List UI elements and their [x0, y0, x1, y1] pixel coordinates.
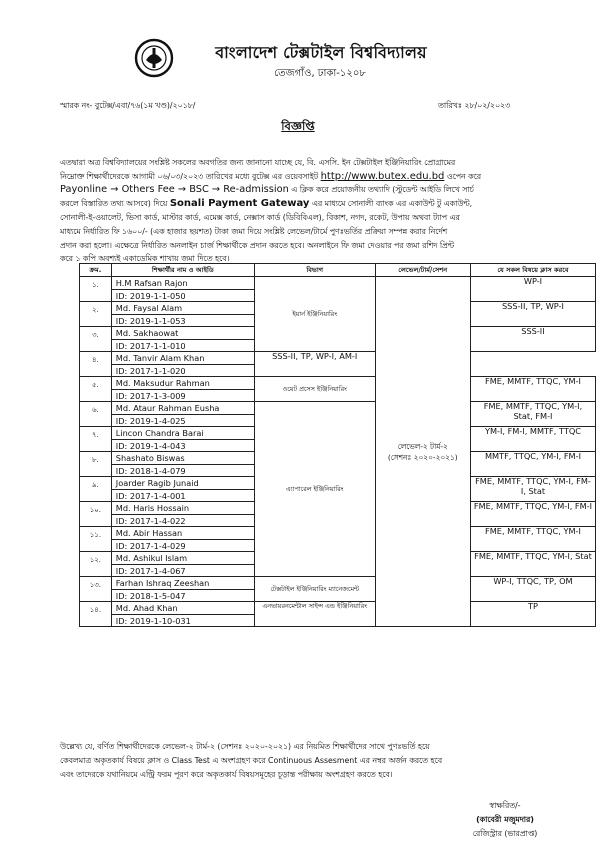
serial-cell: ৮.	[80, 452, 112, 477]
student-cell	[111, 327, 254, 352]
university-name: বাংলাদেশ টেক্সটাইল বিশ্ববিদ্যালয়	[215, 43, 427, 62]
university-logo	[134, 38, 174, 78]
student-cell	[111, 577, 254, 602]
student-id: ID: 2018-1-4-079	[112, 464, 254, 476]
courses-cell: TP	[470, 602, 595, 627]
header-level: লেভেল/টার্ম/সেশন	[375, 264, 470, 277]
student-id: ID: 2019-1-10-031	[112, 614, 254, 626]
table-row	[80, 402, 596, 427]
student-cell	[111, 452, 254, 477]
student-name: Joarder Ragib Junaid	[115, 478, 199, 488]
body-line-2: নিম্নোক্ত শিক্ষার্থীদেরকে আগামী ০৬/০৩/২০২৩ তারিখের মধ্যে বুটেক্স এর ওয়েবসাইট http://www.butex.edu.bd ওপেন করে	[60, 171, 482, 182]
courses-cell: SSS-II, TP, WP-I, AM-I	[254, 352, 375, 377]
body-line-1: এতদ্বারা অত্র বিশ্ববিদ্যালয়ের সংশ্লিষ্ট সকলের অবগতির জন্য জানানো যাচ্ছে যে, বি. এসসি. ইন টেক্সটাইল ইঞ্জিনিয়ারিং প্রোগ্রামের	[60, 158, 456, 167]
courses-cell: FME, MMTF, TTQC, YM-I	[470, 377, 595, 402]
student-name: Md. Ahad Khan	[115, 603, 178, 613]
serial-cell: ৬.	[80, 402, 112, 427]
serial-cell: ১.	[80, 277, 112, 302]
student-cell	[111, 427, 254, 452]
footer-line-2: কেবলমাত্র অকৃতকার্য বিষয়ে ক্লাস ও Class Test এ অংশগ্রহণ করে Continuous Assesment এর নম্বর অর্জন করতে হবে	[60, 756, 443, 765]
student-table	[79, 263, 596, 627]
body-line-6: মাধ্যমে নির্ধারিত ফি ১৬০০/- (এক হাজার ছয়শত) টাকা জমা দিয়ে সংশ্লিষ্ট লেভেল/টার্মে পুণঃভর্তির প্রক্রিয়া সম্পন্ন করার নির্দেশ	[60, 227, 448, 236]
table-row	[80, 352, 596, 377]
notice-date: তারিখঃ ২৮/০২/২০২৩	[438, 101, 511, 110]
serial-cell: ৩.	[80, 327, 112, 352]
table-row	[80, 377, 596, 402]
footer-line-1: উল্লেখ্য যে, বর্ণিত শিক্ষার্থীদেরকে লেভেল-২ টার্ম-২ (সেশনঃ ২০২০-২০২১) এর নিয়মিত শিক্ষার্থীদের সাথে পুণঃভর্তি হয়ে	[60, 742, 430, 751]
courses-cell: MMTF, TTQC, YM-I, FM-I	[470, 452, 595, 477]
department-cell: এ্যাপারেল ইঞ্জিনিয়ারিং	[254, 402, 375, 577]
serial-cell: ১০.	[80, 502, 112, 527]
student-name: Shashato Biswas	[115, 453, 185, 463]
student-name: Md. Haris Hossain	[115, 503, 190, 513]
table-row	[80, 277, 596, 302]
header-serial: ক্রম.	[80, 264, 112, 277]
body-line-4: করলে বিস্তারিত তথ্য আসবে) দিয়ে Sonali Payment Gateway এর মাধ্যমে সোনালী ব্যাংক এর একাউন্ট টু একাউন্ট,	[60, 198, 473, 209]
student-name: Md. Ashikul Islam	[115, 553, 188, 563]
body-line-7: প্রদান করা হলো। এক্ষেত্রে নির্ধারিত অনলাইন চার্জ শিক্ষার্থীকে প্রদান করতে হবে। অনলাইনে ফি জমা দেওয়ার পর জমা রশিদ প্রিন্ট	[60, 241, 455, 250]
student-name: Md. Abir Hassan	[115, 528, 183, 538]
department-cell: ওয়েট প্রসেস ইঞ্জিনিয়ারিং	[254, 377, 375, 402]
student-id: ID: 2019-1-4-025	[112, 414, 254, 426]
department-cell: ইয়ার্ন ইঞ্জিনিয়ারিং	[254, 277, 375, 352]
serial-cell: ৪.	[80, 352, 112, 377]
student-id: ID: 2019-1-1-050	[112, 289, 254, 301]
student-name: Md. Maksudur Rahman	[115, 378, 210, 388]
department-cell: এনভায়রনমেন্টাল সাইন্স এন্ড ইঞ্জিনিয়ারিং	[254, 602, 375, 627]
serial-cell: ১২.	[80, 552, 112, 577]
serial-cell: ১১.	[80, 527, 112, 552]
serial-cell: ৫.	[80, 377, 112, 402]
notice-title: বিজ্ঞপ্তি	[281, 119, 315, 133]
student-name: Md. Faysal Alam	[115, 303, 183, 313]
header-department: বিভাগ	[254, 264, 375, 277]
courses-cell: WP-I, TTQC, TP, OM	[470, 577, 595, 602]
body-line-5: সোনালী-ই-ওয়ালেট, ভিসা কার্ড, মাস্টার কার্ড, এমেক্স কার্ড, নেক্সাস কার্ড (ডিবিবিএল), বিকাশ, নগদ, রকেট, উপায় অথবা ট্যাপ এর	[60, 213, 460, 222]
header-student: শিক্ষার্থীর নাম ও আইডি	[111, 264, 254, 277]
student-cell	[111, 527, 254, 552]
serial-cell: ১৪.	[80, 602, 112, 627]
footer-line-3: এবং তাদেরকে যথানিয়মে এন্ট্রি ফরম পূরণ করে অকৃতকার্য বিষয়সমূহের চূড়ান্ত পরীক্ষায় অংশগ্রহণ করতে হবে।	[60, 770, 393, 779]
body-line-8: করে ১ কপি অবশ্যই একাডেমিক শাখায় জমা দিতে হবে।	[60, 254, 230, 263]
student-name: Farhan Ishraq Zeeshan	[115, 578, 210, 588]
university-address: তেজগাঁও, ঢাকা-১২০৮	[274, 68, 366, 79]
table-header-row	[80, 264, 596, 277]
student-cell	[111, 277, 254, 302]
courses-cell: FME, MMTF, TTQC, YM-I, FM-I, Stat	[470, 477, 595, 502]
student-id: ID: 2017-1-4-029	[112, 539, 254, 551]
website-link[interactable]: http://www.butex.edu.bd	[320, 171, 445, 182]
level-cell	[375, 277, 470, 627]
serial-cell: ২.	[80, 302, 112, 327]
student-name: H.M Rafsan Rajon	[115, 278, 188, 288]
student-cell	[111, 552, 254, 577]
student-cell	[111, 352, 254, 377]
courses-cell: FME, MMTF, TTQC, YM-I, FM-I	[470, 502, 595, 527]
courses-cell: YM-I, FM-I, MMTF, TTQC	[470, 427, 595, 452]
student-name: Md. Ataur Rahman Eusha	[115, 403, 220, 413]
student-id: ID: 2017-1-3-009	[112, 389, 254, 401]
signed-text: স্বাক্ষরিত/-	[489, 801, 521, 810]
student-cell	[111, 377, 254, 402]
student-name: Md. Tanvir Alam Khan	[115, 353, 205, 363]
student-id: ID: 2019-1-1-053	[112, 314, 254, 326]
courses-cell: WP-I	[470, 277, 595, 302]
student-cell	[111, 302, 254, 327]
signatory-designation: রেজিস্ট্রার (ভারপ্রাপ্ত)	[472, 829, 538, 838]
serial-cell: ১৩.	[80, 577, 112, 602]
student-cell	[111, 602, 254, 627]
student-id: ID: 2017-1-1-010	[112, 339, 254, 351]
serial-cell: ৯.	[80, 477, 112, 502]
courses-cell: SSS-II	[470, 327, 595, 352]
student-cell	[111, 502, 254, 527]
level-session: (সেশনঃ ২০২০-২০২১)	[387, 452, 458, 462]
department-cell: টেক্সটাইল ইঞ্জিনিয়ারিং ম্যানেজমেন্ট	[254, 577, 375, 602]
student-name: Md. Sakhaowat	[115, 328, 179, 338]
student-name: Lincon Chandra Barai	[115, 428, 204, 438]
student-id: ID: 2017-1-4-022	[112, 514, 254, 526]
header-courses: যে সকল বিষয়ে ক্লাস করবে	[470, 264, 595, 277]
signatory-name: (কাবেরী মজুমদার)	[476, 815, 534, 824]
memo-number: স্মারক নং- বুটেক্স/এবা/৭৬(১ম খণ্ড)/২০১৮/	[60, 101, 196, 110]
table-row	[80, 602, 596, 627]
student-cell	[111, 477, 254, 502]
student-id: ID: 2017-1-1-020	[112, 364, 254, 376]
student-cell	[111, 402, 254, 427]
student-id: ID: 2017-1-4-001	[112, 489, 254, 501]
student-id: ID: 2017-1-4-067	[112, 564, 254, 576]
table-row	[80, 577, 596, 602]
courses-cell: FME, MMTF, TTQC, YM-I, Stat	[470, 552, 595, 577]
courses-cell: FME, MMTF, TTQC, YM-I	[470, 527, 595, 552]
student-id: ID: 2019-1-4-043	[112, 439, 254, 451]
serial-cell: ৭.	[80, 427, 112, 452]
courses-cell: SSS-II, TP, WP-I	[470, 302, 595, 327]
body-line-3: Payonline → Others Fee → BSC → Re-admission এ ক্লিক করে প্রয়োজনীয় তথ্যাদি (স্টুডেন্ট আইডি লিখে সার্চ	[60, 184, 474, 195]
level-term: লেভেল-২ টার্ম-২	[397, 441, 448, 451]
student-id: ID: 2018-1-5-047	[112, 589, 254, 601]
courses-cell: FME, MMTF, TTQC, YM-I, Stat, FM-I	[470, 402, 595, 427]
